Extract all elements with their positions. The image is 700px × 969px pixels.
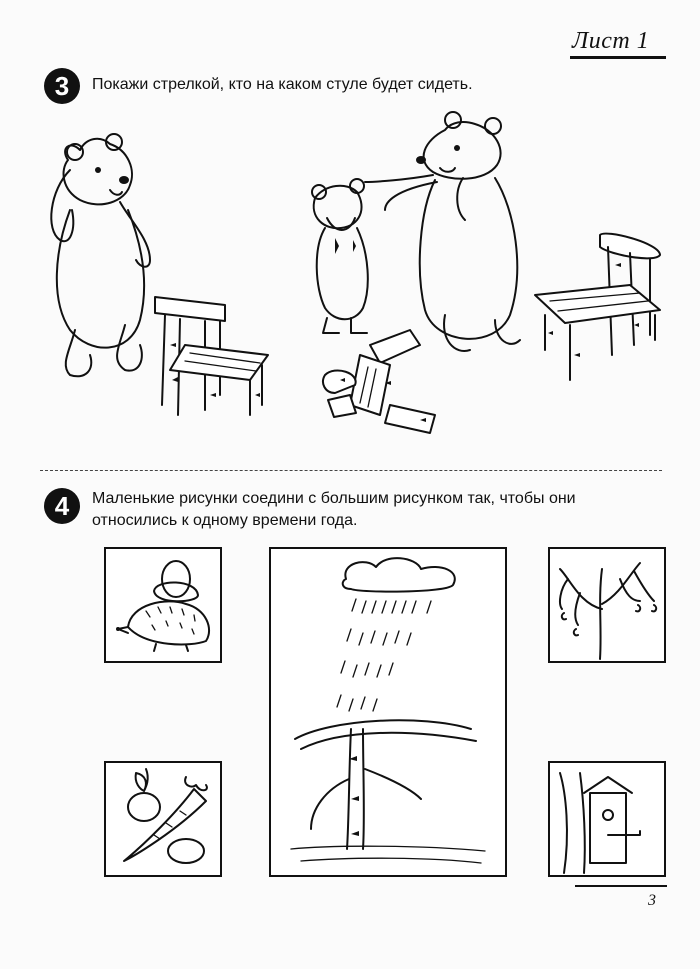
big-chair-illustration	[530, 225, 670, 385]
hedgehog-with-mushroom-icon	[106, 549, 220, 661]
sheet-title: Лист 1	[572, 28, 650, 54]
task-4-instruction-line-1: Маленькие рисунки соедини с большим рисунком так, чтобы они	[92, 490, 576, 507]
small-picture-birdhouse[interactable]	[548, 761, 666, 877]
big-picture-autumn-rain[interactable]	[269, 547, 507, 877]
page-number: 3	[648, 892, 656, 909]
birdhouse-on-tree-icon	[550, 763, 664, 875]
task-3-instruction: Покажи стрелкой, кто на каком стуле будет сидеть.	[92, 76, 473, 93]
broken-chair-illustration	[320, 325, 450, 440]
small-chair-illustration	[150, 285, 280, 425]
sheet-title-underline	[570, 56, 666, 59]
vegetables-icon	[106, 763, 220, 875]
rain-and-birch-tree-icon	[271, 549, 505, 875]
small-picture-vegetables[interactable]	[104, 761, 222, 877]
mother-bear-illustration	[345, 110, 530, 360]
birch-branch-with-catkins-icon	[550, 549, 664, 661]
small-picture-spring-branch[interactable]	[548, 547, 666, 663]
small-picture-hedgehog[interactable]	[104, 547, 222, 663]
task-4-number-badge: 4	[44, 488, 80, 524]
task-4-instruction-line-2: относились к одному времени года.	[92, 512, 358, 529]
task-3-number-badge: 3	[44, 68, 80, 104]
section-divider	[40, 470, 662, 471]
page-number-rule	[575, 885, 667, 887]
